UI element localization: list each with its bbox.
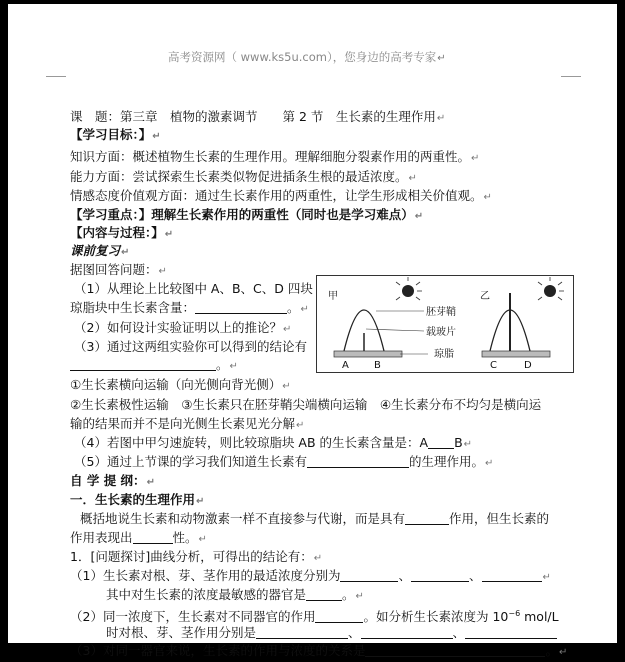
callout-agar: 琼脂 bbox=[434, 349, 454, 360]
answer-blank[interactable] bbox=[133, 530, 173, 544]
question-3b: 。↵ bbox=[70, 356, 238, 376]
answer-blank[interactable] bbox=[428, 435, 454, 449]
ability-goal: 能力方面：尝试探索生长素类似物促进插条生根的最适浓度。↵ bbox=[70, 169, 417, 184]
label-left: 甲 bbox=[328, 291, 338, 302]
experiment-diagram bbox=[316, 275, 574, 373]
answer-blank[interactable] bbox=[70, 357, 216, 371]
answer-blank[interactable] bbox=[405, 511, 449, 525]
sub-item-1b: 其中对生长素的浓度最敏感的器官是 。↵ bbox=[106, 587, 364, 602]
item-1: 1．[问题探讨]曲线分析，可得出的结论有：↵ bbox=[70, 549, 323, 564]
agar-left bbox=[334, 351, 402, 357]
process-heading: 【内容与过程：】↵ bbox=[70, 225, 174, 240]
preview-heading: 课前复习↵ bbox=[70, 243, 130, 258]
sun-icon-left bbox=[402, 285, 414, 297]
answer-blank[interactable] bbox=[482, 568, 542, 582]
sub-item-2a: （2）同一浓度下，生长素对不同器官的作用 。如分析生长素浓度为 $10^{-6}$ mol/L bbox=[70, 609, 559, 625]
answer-blank[interactable] bbox=[256, 625, 348, 639]
lesson-title: 课 题：第三章 植物的激素调节 第 2 节 生长素的生理作用↵ bbox=[70, 109, 446, 124]
option-2: ②生长素极性运输 ③生长素只在胚芽鞘尖端横向运输 ④生长素分布不均匀是横向运 bbox=[70, 397, 542, 412]
question-5: （5）通过上节课的学习我们知道生长素有 的生理作用。↵ bbox=[74, 454, 494, 469]
block-b: B bbox=[374, 360, 381, 371]
sub-item-3: （3）对同一器官来说，生长素的作用与浓度的关系是 。↵ bbox=[70, 643, 568, 658]
crop-mark-right bbox=[561, 76, 581, 77]
paragraph-1a: 概括地说生长素和动物激素一样不直接参与代谢，而是具有 作用，但生长素的 bbox=[80, 511, 550, 526]
answer-blank[interactable] bbox=[411, 568, 469, 582]
question-2: （2）如何设计实验证明以上的推论？↵ bbox=[74, 320, 292, 335]
experiment-figure bbox=[316, 275, 574, 373]
header-watermark: 高考资源网（ www.ks5u.com），您身边的高考专家↵ bbox=[168, 50, 446, 64]
paragraph-1b: 作用表现出 性。↵ bbox=[70, 530, 207, 545]
section-1-heading: 一．生长素的生理作用↵ bbox=[70, 492, 205, 507]
block-a: A bbox=[342, 360, 349, 371]
label-right: 乙 bbox=[480, 291, 490, 302]
question-4: （4）若图中甲匀速旋转，则比较琼脂块 AB 的生长素含量是：A B↵ bbox=[74, 435, 473, 450]
option-1: ①生长素横向运输（向光侧向背光侧）↵ bbox=[70, 377, 291, 392]
sub-item-1a: （1）生长素对根、芽、茎作用的最适浓度分别为 、 、 ↵ bbox=[70, 568, 551, 583]
block-d: D bbox=[524, 360, 532, 371]
crop-mark-left bbox=[46, 76, 66, 77]
sun-icon-right bbox=[544, 285, 556, 297]
keypoints-heading: 【学习重点：】理解生长素作用的两重性（同时也是学习难点）↵ bbox=[70, 207, 424, 222]
knowledge-goal: 知识方面：概述植物生长素的生理作用。理解细胞分裂素作用的两重性。↵ bbox=[70, 149, 480, 164]
answer-blank[interactable] bbox=[365, 643, 545, 657]
block-c: C bbox=[490, 360, 497, 371]
outline-heading: 自 学 提 纲：↵ bbox=[70, 473, 155, 488]
answer-blank[interactable] bbox=[465, 625, 557, 639]
answer-blank[interactable] bbox=[340, 568, 398, 582]
document-page bbox=[8, 4, 617, 658]
question-1b: 琼脂块中生长素含量： 。↵ bbox=[70, 300, 309, 315]
attitude-goal: 情感态度价值观方面：通过生长素作用的两重性，让学生形成相关价值观。↵ bbox=[70, 188, 492, 203]
goals-heading: 【学习目标：】↵ bbox=[70, 127, 161, 142]
agar-right bbox=[482, 351, 550, 357]
answer-blank[interactable] bbox=[361, 625, 453, 639]
question-1a: （1）从理论上比较图中 A、B、C、D 四块 bbox=[74, 281, 313, 296]
answer-blank[interactable] bbox=[306, 587, 342, 601]
intro-text: 据图回答问题：↵ bbox=[70, 262, 167, 277]
answer-blank[interactable] bbox=[307, 454, 409, 468]
question-3a: （3）通过这两组实验你可以得到的结论有 bbox=[74, 339, 307, 354]
option-2-cont: 输的结果而并不是向光侧生长素见光分解↵ bbox=[70, 416, 305, 431]
answer-blank[interactable] bbox=[315, 609, 363, 623]
callout-coleoptile: 胚芽鞘 bbox=[426, 307, 456, 318]
callout-slide: 载玻片 bbox=[426, 327, 456, 338]
answer-blank[interactable] bbox=[195, 300, 287, 314]
sub-item-2b: 时对根、芽、茎作用分别是 、 、 bbox=[106, 624, 557, 642]
